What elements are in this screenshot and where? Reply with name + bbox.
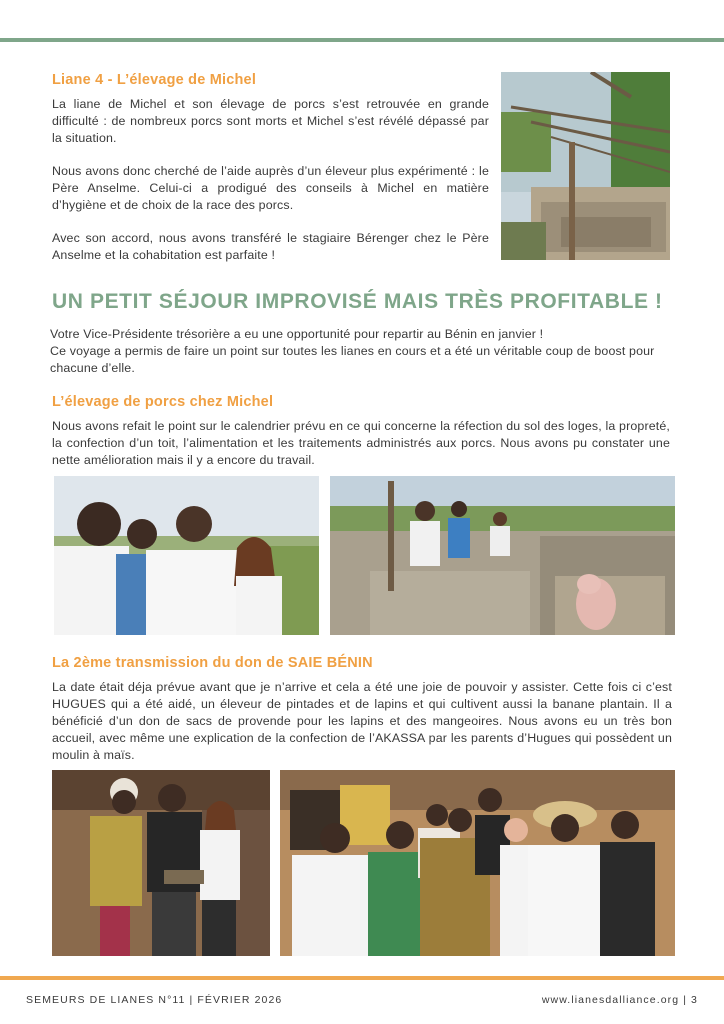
intro-text — [50, 326, 680, 377]
bottom-divider — [0, 976, 724, 980]
donation-handover-photo — [52, 770, 270, 956]
section1-paragraph-2: Nous avons donc cherché de l’aide auprès d’un éleveur plus expérimenté : le Père Anselme. Celui-ci a prodigué des conseils à Michel en matière d’hygiène et de choix de la race des porcs. — [52, 164, 489, 212]
hugues-family-group-photo — [280, 770, 675, 956]
top-divider — [0, 38, 724, 42]
main-title: UN PETIT SÉJOUR IMPROVISÉ MAIS TRÈS PROFITABLE ! — [52, 290, 663, 313]
section3-body: La date était déja prévue avant que je n’arrive et cela a été une joie de pouvoir y assister. Cette fois ci c’est HUGUES qui a été aidé, un éleveur de pintades et de lapins et qui cultivent aussi la banane plantain. Il a bénéficié d’un don de sacs de provende pour les lapins et des mangeoires. Nous avons eu un très bon accueil, avec même une explication de la confection de l’AKASSA par les parents d’Hugues qui possèdent un moulin à maïs. — [52, 680, 672, 762]
intro-line-1: Votre Vice-Présidente trésorière a eu une opportunité pour repartir au Bénin en janvier ! — [50, 327, 544, 341]
section3-heading: La 2ème transmission du don de SAIE BÉNIN — [52, 655, 373, 671]
section1-paragraph-3: Avec son accord, nous avons transféré le stagiaire Bérenger chez le Père Anselme et la cohabitation est parfaite ! — [52, 231, 489, 262]
pig-pens-photo — [330, 476, 675, 635]
section1-paragraph-1: La liane de Michel et son élevage de porcs s’est retrouvée en grande difficulté : de nombreux porcs sont morts et Michel s’est révélé dépassé par la situation. — [52, 97, 489, 145]
footer-issue-label: SEMEURS DE LIANES N°11 | FÉVRIER 2026 — [26, 994, 283, 1006]
section2-body: Nous avons refait le point sur le calendrier prévu en ce qui concerne la réfection du sol des loges, la propreté, la confection d’un toit, l’alimentation et les traitements administrés aux porcs. Nous avons pu constater une nette amélioration mais il y a encore du travail. — [52, 419, 670, 467]
intro-line-2: Ce voyage a permis de faire un point sur toutes les lianes en cours et a été un véritable coup de boost pour chacune d’elle. — [50, 344, 655, 375]
section2-heading: L’élevage de porcs chez Michel — [52, 394, 274, 410]
group-selfie-photo — [54, 476, 319, 635]
section1-body — [52, 96, 489, 280]
pigsty-construction-photo — [501, 72, 670, 260]
section1-heading: Liane 4 - L’élevage de Michel — [52, 72, 257, 88]
footer-website-page: www.lianesdalliance.org | 3 — [541, 994, 698, 1006]
